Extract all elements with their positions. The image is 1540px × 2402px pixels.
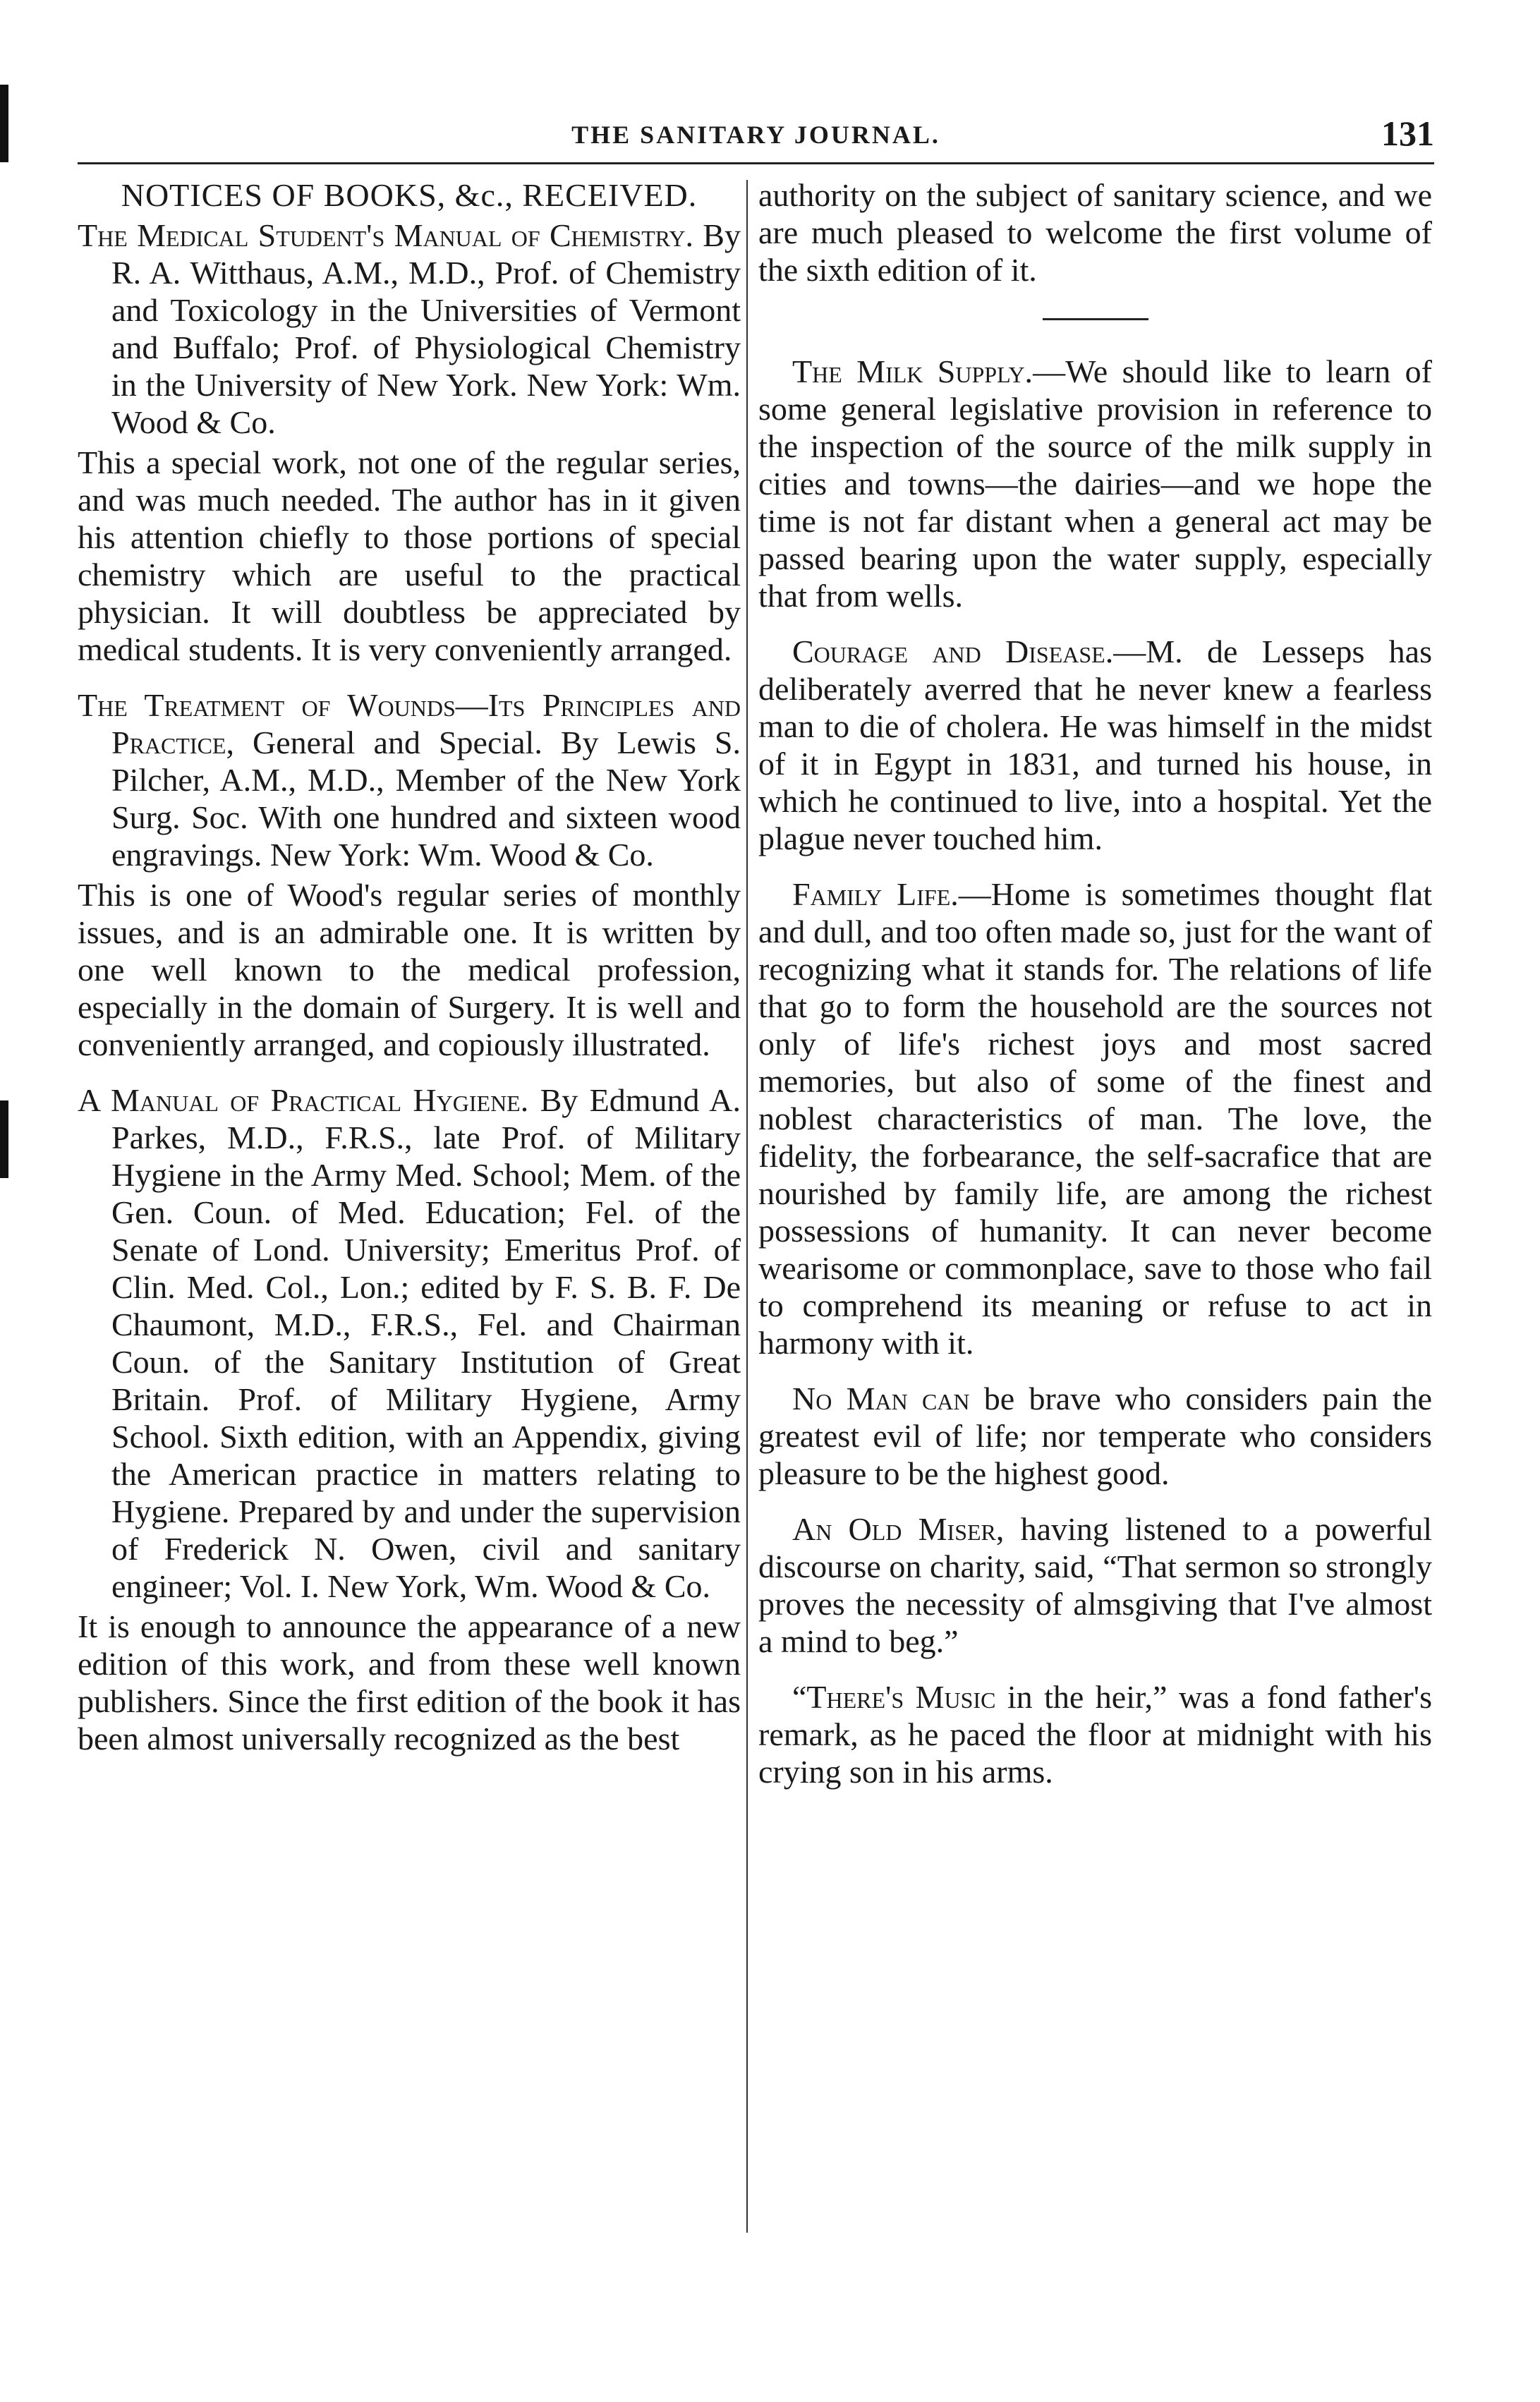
book-review: This a special work, not one of the regular series, and was much needed. The author has in it given his attention chiefly to those portions of special chemistry which are useful to the practical physician. It will doubtless be appreciated by medical students. It is very conveniently arranged. [78,444,741,667]
item-lead: The Milk Supply. [792,353,1033,389]
running-title: THE SANITARY JOURNAL. [571,121,940,149]
item-text: —We should like to learn of some general legislative provision in reference to the inspection of the source of the milk supply in cities and towns—the dairies—and we hope the time is not far distant when a general act may be passed bearing upon the water supply, especially that from wells. [758,353,1433,614]
item-text: —Home is sometimes thought flat and dull, and too often made so, just for the want of recognizing what it stands for. The relations of life that go to form the household are the sources not only of life's richest joys and most sacred memories, but also of some of the finest and noblest characteristics of man. The love, the fidelity, the forbearance, the self-sacrafice that are nourished by family life, are among the richest possessions of humanity. It can never become wearisome or commonplace, save to those who fail to comprehend its meaning or refuse to act in harmony with it. [758,876,1433,1361]
item-lead: Family Life. [792,876,959,912]
item-text: be brave who considers pain the greatest evil of life; nor temperate who considers pleasure to be the highest good. [758,1381,1432,1491]
news-item [758,1678,1432,1790]
book-title: The Medical Student's Manual of Chemistry. [78,217,693,253]
item-text: having listened to a powerful discourse on charity, said, “That sermon so strongly proves the necessity of almsgiving that I've almost a mind to beg.” [758,1511,1432,1659]
item-lead: An Old Miser, [792,1511,1005,1547]
scan-edge-mark [0,1100,8,1178]
left-column [78,176,741,1757]
review-continuation: authority on the subject of sanitary science, and we are much pleased to welcome the first volume of the sixth edition of it. [758,177,1432,288]
item-lead: “There's Music [792,1679,996,1715]
news-item [758,1510,1432,1660]
notices-heading: NOTICES OF BOOKS, &c., RECEIVED. [121,177,698,213]
item-lead: No Man can [792,1381,970,1417]
book-review: It is enough to announce the appearance of a new edition of this work, and from these well known publishers. Since the first edition of the book it has been almost universally recognized as the best [78,1608,741,1757]
column-divider [746,180,748,2233]
news-item [758,633,1432,857]
item-text: —M. de Lesseps has deliberately averred that he never knew a fearless man to die of cholera. He was himself in the midst of it in Egypt in 1831, and turned his house, in which he continued to live, into a hospital. Yet the plague never touched him. [758,633,1432,856]
news-item [758,353,1432,614]
section-rule [1043,318,1148,320]
book-details: By Edmund A. Parkes, M.D., F.R.S., late Prof. of Military Hygiene in the Army Med. School; Mem. of the Gen. Coun. of Med. Education; Fel. of the Senate of Lond. University; Emeritus Prof. of Clin. Med. Col., Lon.; edited by F. S. B. F. De Chaumont, M.D., F.R.S., Fel. and Chairman Coun. of the Sanitary Institution of Great Britain. Prof. of Military Hygiene, Army School. Sixth edition, with an Appendix, giving the American practice in matters relating to Hygiene. Prepared by and under the supervision of Frederick N. Owen, civil and sanitary engineer; Vol. I. New York, Wm. Wood & Co. [111,1082,741,1604]
page-number: 131 [1381,114,1434,153]
news-item [758,1380,1432,1492]
book-details: By R. A. Witthaus, A.M., M.D., Prof. of Chemistry and Toxicology in the Universities of Vermont and Buffalo; Prof. of Physiological Chemistry in the University of New York. New York: Wm. Wood & Co. [111,217,741,440]
book-review: This is one of Wood's regular series of monthly issues, and is an admirable one. It is written by one well known to the medical profession, especially in the domain of Surgery. It is well and conveniently arranged, and copiously illustrated. [78,877,741,1062]
scan-edge-mark [0,85,8,162]
running-head [78,113,1434,164]
item-text: in the heir,” was a fond father's remark, as he paced the floor at midnight with his crying son in his arms. [758,1679,1432,1790]
book-title: The Treatment of Wounds—Its Principles and Practice, [78,687,741,760]
book-entry [78,1081,741,1605]
item-lead: Courage and Disease. [792,633,1114,669]
book-details: General and Special. By Lewis S. Pilcher, A.M., M.D., Member of the New York Surg. Soc. With one hundred and sixteen wood engravings. New York: Wm. Wood & Co. [111,724,741,873]
book-entry [78,217,741,441]
book-entry [78,686,741,873]
right-column [758,176,1432,1790]
news-item [758,875,1432,1361]
book-title: A Manual of Practical Hygiene. [78,1082,529,1118]
